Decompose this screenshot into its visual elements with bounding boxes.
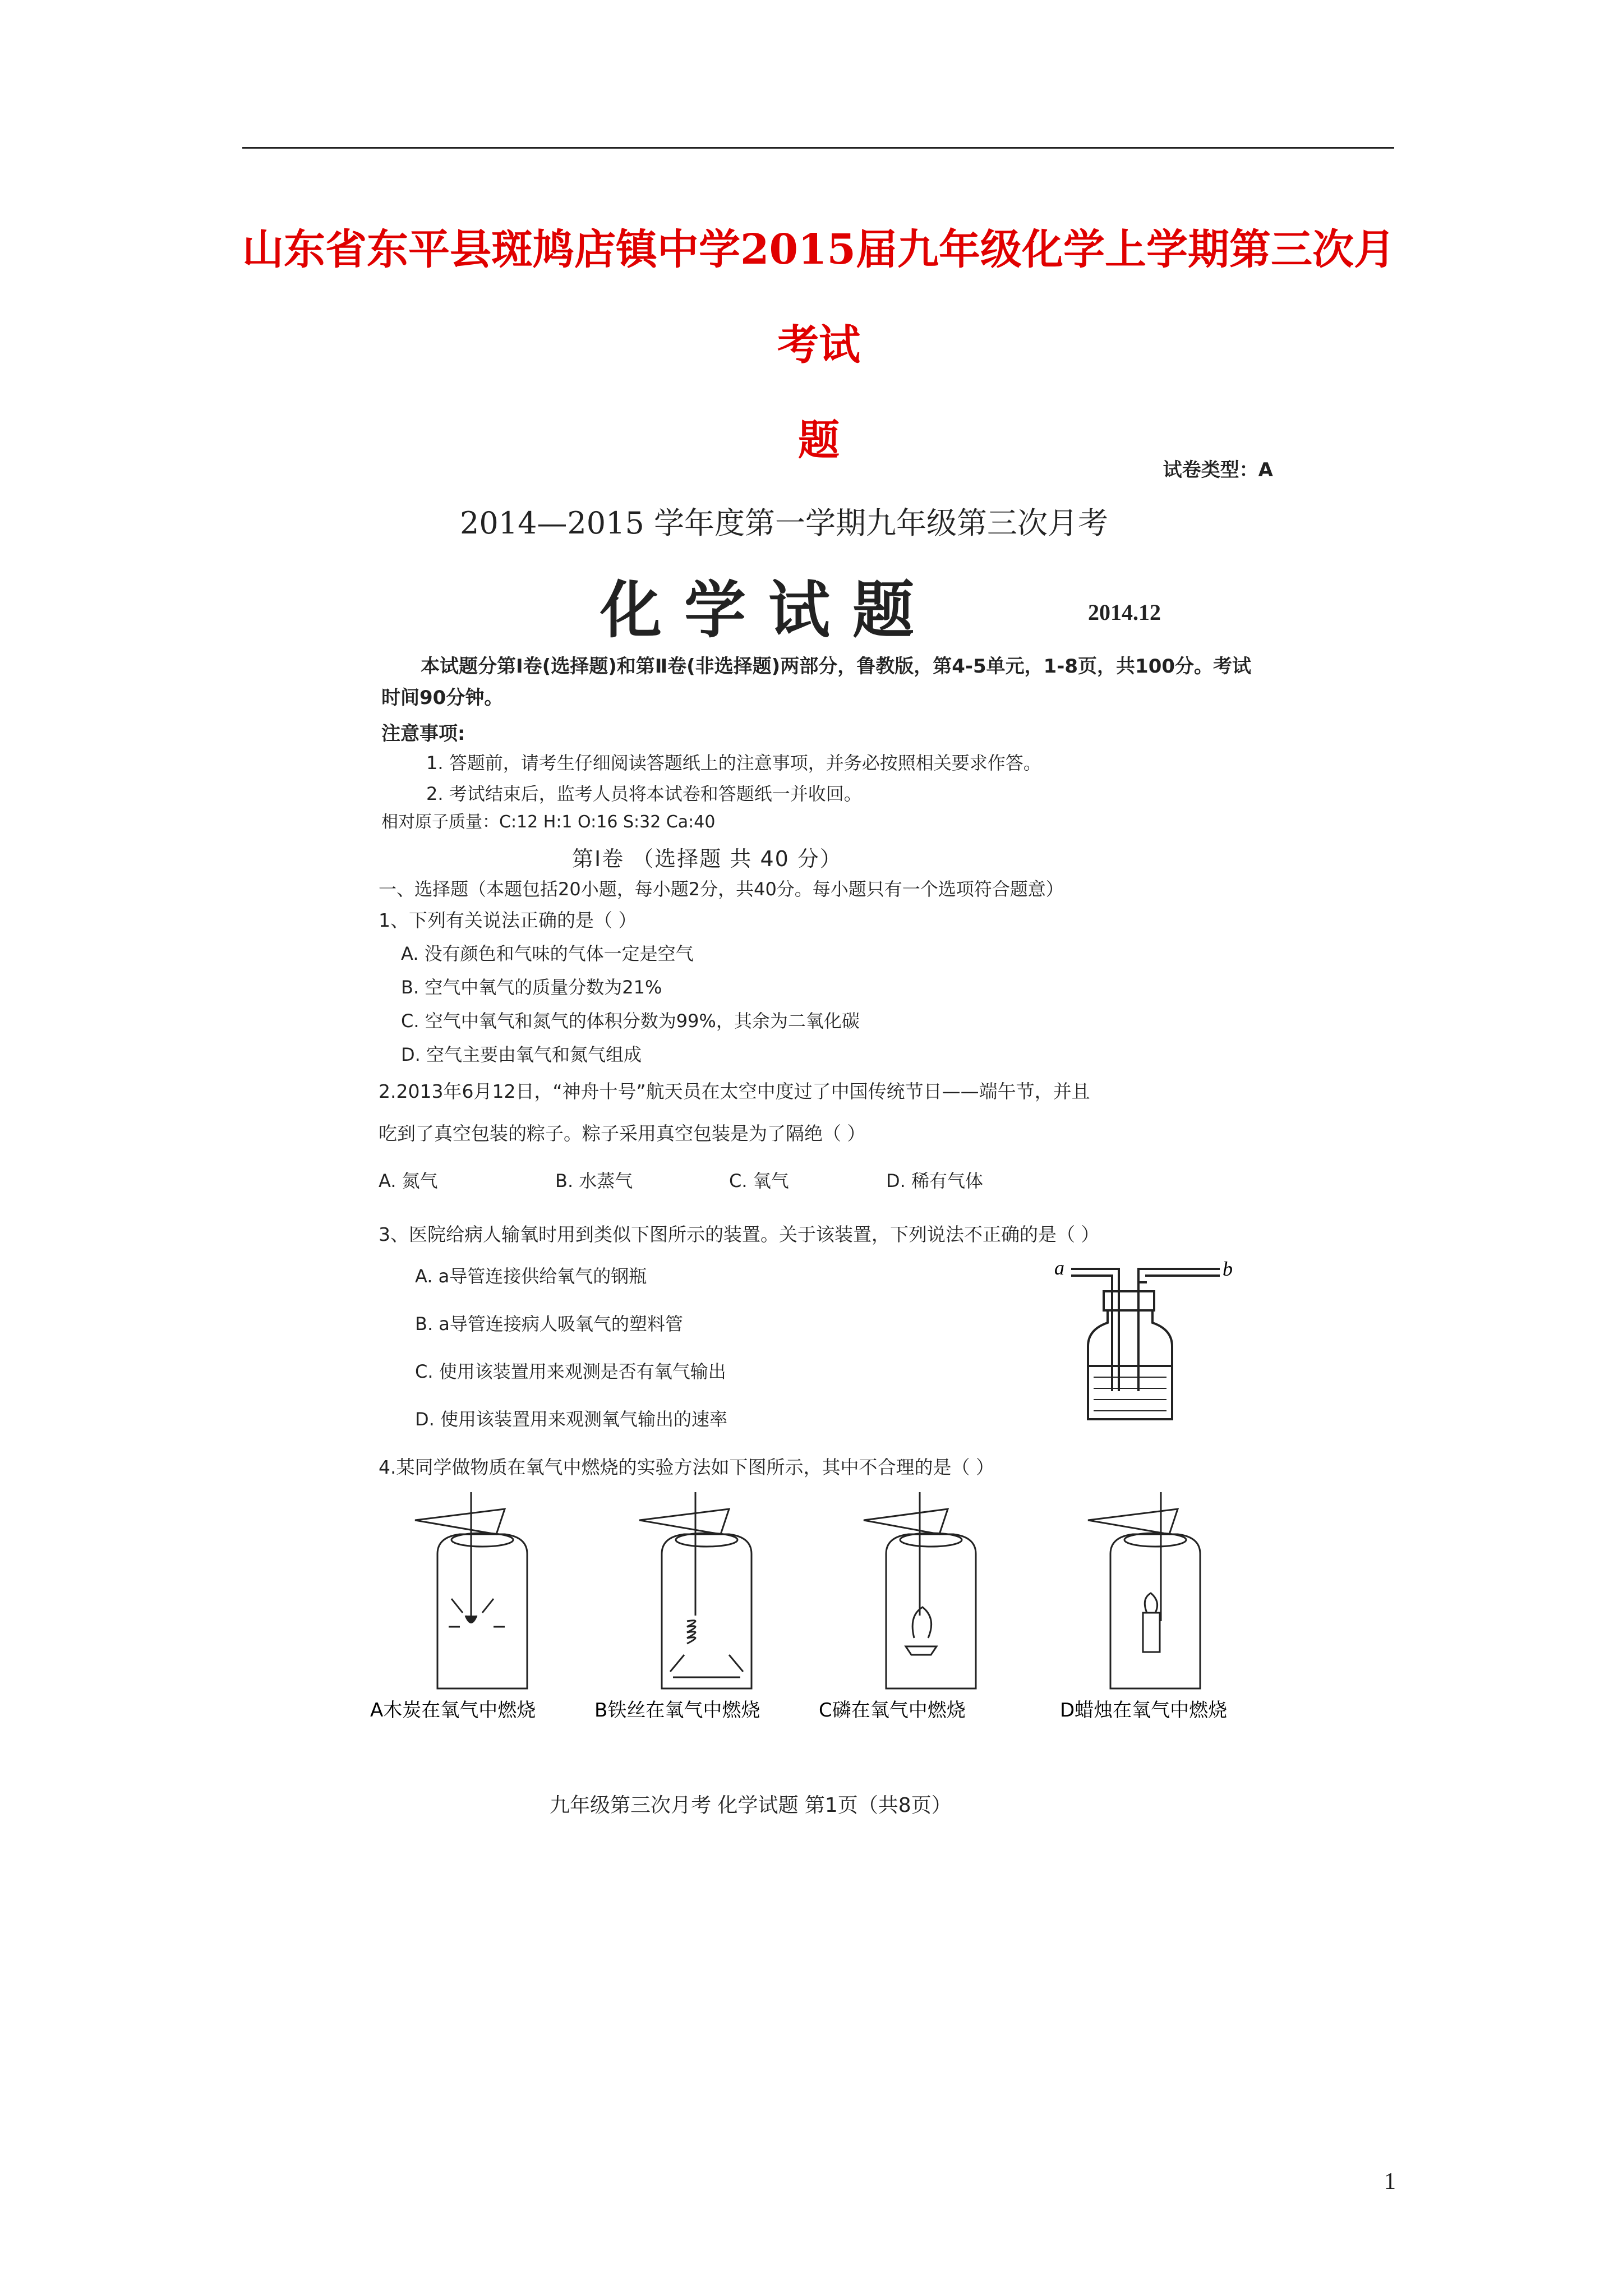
charcoal-jar	[415, 1492, 527, 1688]
q3-stem: 3、医院给病人输氧时用到类似下图所示的装置。关于该装置，下列说法不正确的是（ ）	[379, 1223, 1100, 1245]
section-heading: 一、选择题（本题包括20小题，每小题2分，共40分。每小题只有一个选项符合题意）	[379, 878, 1064, 900]
caption-a: A木炭在氧气中燃烧	[370, 1699, 536, 1722]
atomic-mass-line: 相对原子质量：C:12 H:1 O:16 S:32 Ca:40	[381, 812, 716, 832]
caption-b: B铁丝在氧气中燃烧	[594, 1699, 760, 1722]
header-rule	[242, 147, 1394, 149]
paper-type: 试卷类型：A	[1163, 459, 1273, 481]
q1-stem: 1、下列有关说法正确的是（ ）	[379, 909, 637, 931]
q2-option-c: C. 氧气	[729, 1170, 789, 1191]
caption-c: C磷在氧气中燃烧	[819, 1699, 966, 1722]
note-2: 2. 考试结束后，监考人员将本试卷和答题纸一并收回。	[426, 783, 862, 804]
q3-option-c: C. 使用该装置用来观测是否有氧气输出	[415, 1361, 726, 1382]
q1-option-b: B. 空气中氧气的质量分数为21%	[401, 977, 662, 998]
scanned-exam-page	[348, 443, 1290, 1829]
exam-heading: 2014—2015 学年度第一学期九年级第三次月考	[460, 505, 1109, 541]
q3-option-b: B. a导管连接病人吸氧气的塑料管	[415, 1313, 683, 1335]
bottle-drawing	[1071, 1269, 1220, 1419]
q1-option-d: D. 空气主要由氧气和氮气组成	[401, 1044, 642, 1065]
q1-option-c: C. 空气中氧气和氮气的体积分数为99%，其余为二氧化碳	[401, 1010, 860, 1032]
note-1: 1. 答题前，请考生仔细阅读答题纸上的注意事项，并务必按照相关要求作答。	[426, 752, 1041, 774]
iron-wire-jar	[639, 1492, 751, 1688]
part-1-heading: 第Ⅰ卷 （选择题 共 40 分）	[572, 846, 842, 871]
title-line-1: 山东省东平县斑鸠店镇中学2015届九年级化学上学期第三次月考试	[242, 226, 1395, 369]
q2-option-a: A. 氮气	[379, 1170, 438, 1191]
q2-stem-line-1: 2.2013年6月12日，“神舟十号”航天员在太空中度过了中国传统节日——端午节，并且	[379, 1080, 1090, 1102]
subject-title: 化学试题	[600, 574, 937, 646]
title-line-2: 题	[798, 416, 840, 464]
scan-footer: 九年级第三次月考 化学试题 第1页（共8页）	[550, 1794, 952, 1817]
gas-wash-bottle-figure	[1054, 1251, 1245, 1430]
combustion-experiments-figure	[359, 1487, 1256, 1728]
caption-d: D蜡烛在氧气中燃烧	[1060, 1699, 1228, 1722]
notes-heading: 注意事项:	[381, 723, 465, 745]
q2-option-b: B. 水蒸气	[555, 1170, 633, 1191]
tube-b-label: b	[1223, 1258, 1233, 1280]
phosphorus-jar	[864, 1492, 976, 1688]
q2-stem-line-2: 吃到了真空包装的粽子。粽子采用真空包装是为了隔绝（ ）	[379, 1122, 866, 1144]
q1-option-a: A. 没有颜色和气味的气体一定是空气	[401, 943, 694, 964]
q4-stem: 4.某同学做物质在氧气中燃烧的实验方法如下图所示，其中不合理的是（ ）	[379, 1456, 994, 1478]
candle-jar	[1088, 1492, 1200, 1688]
q3-option-a: A. a导管连接供给氧气的钢瓶	[415, 1266, 647, 1287]
tube-a-label: a	[1054, 1257, 1064, 1279]
exam-date: 2014.12	[1088, 600, 1161, 625]
exam-intro: 本试题分第Ⅰ卷(选择题)和第Ⅱ卷(非选择题)两部分，鲁教版，第4-5单元，1-8页，共100分。考试时间90分钟。	[381, 655, 1252, 709]
q3-option-d: D. 使用该装置用来观测氧气输出的速率	[415, 1409, 727, 1430]
page-number: 1	[1384, 2169, 1396, 2194]
q2-option-d: D. 稀有气体	[886, 1170, 983, 1191]
